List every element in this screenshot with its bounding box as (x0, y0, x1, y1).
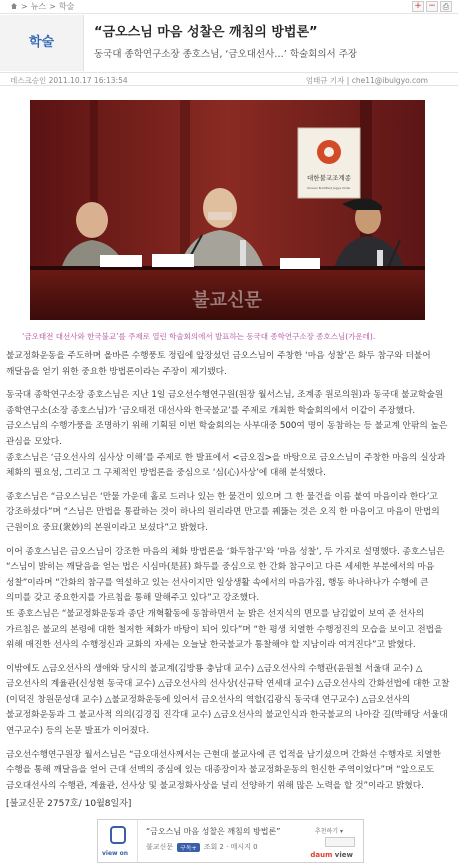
photo-caption: ‘금오태전 대선사와 한국불교’를 주제로 열린 학술회의에서 발표하는 동국대 종학연구소장 종호스님(가운데). (22, 332, 376, 341)
article-meta (0, 72, 458, 86)
home-icon[interactable] (10, 3, 18, 10)
thumb-icon (110, 826, 126, 844)
reporter-info[interactable]: 엄태규 기자 | che11@ibulgyo.com (305, 76, 428, 85)
article-body (6, 349, 452, 802)
viewon-logo[interactable] (98, 820, 138, 862)
recommend-button[interactable] (325, 837, 355, 847)
print-icon[interactable]: ⎙ (440, 1, 452, 12)
breadcrumb: > 뉴스 > 학술 (10, 1, 74, 12)
viewon-logo-text: view on (102, 850, 129, 857)
font-increase-button[interactable]: + (412, 1, 424, 12)
paragraph: 종호스님은 “금오스님은 ‘만물 가운데 홀로 드러나 있는 한 물건이 있으며 그 한 물건을 이름 붙여 마음이라 한다’고 강조하셨다”며 “스님은 만법을 통괄하는 것이 하나의 원리라면 만고를 꿰뚫는 것은 오직 한 마음이고 마음이 만법의 근원이요 중묘(衆妙)의 본원이라고 보셨다”고 밝혔다. (6, 491, 440, 533)
paragraph: 또 종호스님은 “불교정화운동과 종단 개혁활동에 동참하면서 눈 밝은 선지식의 면모를 남김없이 보여 준 선사의 가르침은 불교의 본령에 대한 철저한 체화가 바탕이 되어 있다”며 “한 평생 치열한 수행정진의 모습을 보이고 전법을 위해 매진한 선사의 수행정신과 교화의 자세는 오늘날 한국불교가 통찰해야 할 지남이라 여겨진다”고 밝혔다. (6, 608, 443, 651)
article-photo (30, 100, 425, 320)
paragraph: 불교정화운동을 주도하며 올바른 수행풍토 정립에 앞장섰던 금오스님이 주창한 ‘마음 성찰’은 화두 참구와 더불어 깨달음을 얻기 위한 중요한 방법론이라는 주장이 제기됐다. (6, 351, 431, 377)
paragraph: 이어 종호스님은 금오스님이 강조한 마음의 체화 방법론을 ‘화두참구’와 ‘마음 성찰’, 두 가지로 설명했다. 종호스님은 “스님이 밝히는 깨달음을 얻는 법은 시심마(是甚) 화두를 중심으로 한 간화 참구이고 다른 세세한 부분에서의 마음 성찰”이라며 “간화의 참구를 역설하고 있는 선사이지만 일상생활 속에서의 마음가짐, 행동 하나하나가 수행에 큰 의미를 갖고 중요한지를 가르침을 통해 말해주고 있다”고 강조했다. (6, 546, 445, 604)
article-header (0, 15, 458, 71)
conference-photo (30, 100, 425, 320)
publish-date: 데스크승인 2011.10.17 16:13:54 (10, 76, 128, 85)
paragraph: 금오선수행연구원장 월서스님은 “금오대선사께서는 근현대 불교사에 큰 업적을 남기셨으며 간화선 수행자로 치열한 수행을 통해 깨달음을 얻어 근대 선맥의 중심에 있는 대종장이자 불교정화운동의 헌신한 주역이었다”며 “앞으로도 금오대선사의 수행관, 계율관, 선사상 및 불교정화사상을 널리 선양하기 위해 많은 노력을 할 것”이라고 밝혔다. (6, 749, 441, 791)
article-subhead: 동국대 종학연구소장 종호스님, ‘금오대선사…’ 학술회의서 주장 (94, 49, 358, 60)
font-size-controls (412, 1, 452, 12)
banner-subtitle: Korean Buddhist Jogye Order (307, 186, 351, 190)
paragraph: 종호스님은 ‘금오선사의 심사상 이해’를 주제로 한 발표에서 <금오집>을 바탕으로 금오스님이 주창한 마음의 실상과 체화의 필요성, 그리고 그 구체적인 방법론을 중심으로 ‘심(心)사상’에 대해 분석했다. (6, 452, 446, 479)
section-label: 학술 (0, 15, 84, 71)
paragraph: 이밖에도 △금오선사의 생애와 당시의 불교계(김방룡 충남대 교수) △금오선사의 수행관(윤원철 서울대 교수) △금오선사의 계율관(신성현 동국대 교수) △금오선사의 선사상(신규탁 연세대 교수) △금오선사의 간화선법에 대한 고찰(이덕진 창원문성대 교수) △불교정화운동에 있어서 금오선사의 역할(김광식 동국대 연구교수) △금오선사의 불교정화운동과 그 불교사적 의의(김경집 진각대 교수) △금오선사의 불교인식과 한국불교의 나아갈 길(박해당 서울대 연구교수) 등의 논문 발표가 이어졌다. (6, 663, 450, 737)
banner-title: 대한불교조계종 (307, 174, 351, 182)
breadcrumb-academic[interactable]: 학술 (58, 2, 75, 11)
viewon-stats: 조회 2 · 메시지 0 (203, 843, 258, 851)
article-headline: “금오스님 마음 성찰은 깨침의 방법론” (94, 25, 318, 40)
paragraph: 동국대 종학연구소장 종호스님은 지난 1일 금오선수행연구원(원장 월서스님, 조계종 원로의원)과 동국대 불교학술원 종학연구소(소장 종호스님)가 ‘금오태전 대선사와 한국불교’를 주제로 개최한 학술회의에서 이같이 주장했다. 금오스님의 수행가풍을 조명하기 위해 기획된 이번 학술회의는 사부대중 500여 명이 동참하는 등 불교계 안팎의 높은 관심을 모았다. (6, 390, 448, 447)
viewon-source-name[interactable]: 불교신문 (146, 843, 174, 851)
viewon-source (146, 842, 258, 852)
recommend-label[interactable]: 추천하기 ▾ (314, 828, 343, 835)
photo-watermark: 불교신문 (192, 290, 262, 311)
breadcrumb-news[interactable]: 뉴스 (30, 2, 47, 11)
subscribe-button[interactable]: 구독+ (177, 843, 200, 852)
article-signature: [불교신문 2757호/ 10월8일자] (6, 799, 132, 809)
top-bar (0, 0, 458, 14)
viewon-widget[interactable] (97, 819, 364, 863)
font-decrease-button[interactable]: − (426, 1, 438, 12)
daum-view-brand: daum view (310, 851, 353, 859)
viewon-title[interactable]: “금오스님 마음 성찰은 깨침의 방법론” (146, 827, 281, 836)
